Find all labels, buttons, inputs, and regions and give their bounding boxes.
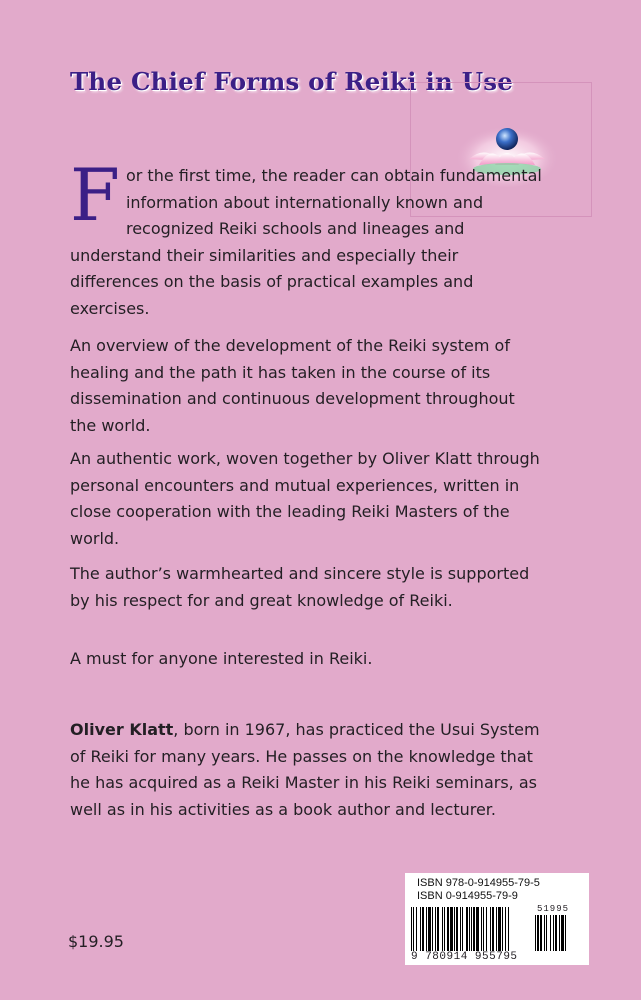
barcode-addon-number: 51995 <box>537 904 570 914</box>
barcode-bar <box>483 907 484 951</box>
barcode-bar <box>544 915 545 951</box>
isbn-13: ISBN 978-0-914955-79-5 <box>417 877 540 889</box>
barcode-bar <box>550 915 551 951</box>
barcode-bar <box>442 907 443 951</box>
barcode-bar <box>413 907 414 951</box>
intro-text: or the first time, the reader can obtain fundamental information about internationally known and recognized Reiki schools and lineages and understand their similarities and especially their differences on the basis of practical examples and exercises. <box>70 166 542 318</box>
barcode-bar <box>428 907 431 951</box>
barcode-bar <box>432 907 433 951</box>
barcode-bar <box>490 907 491 951</box>
barcode-bar <box>435 907 436 951</box>
barcode-bar <box>498 907 501 951</box>
barcode-bar <box>437 907 439 951</box>
barcode-bar <box>537 915 539 951</box>
barcode-bar <box>481 907 482 951</box>
barcode-bar <box>462 907 463 951</box>
barcode <box>405 873 589 965</box>
barcode-bar <box>476 907 479 951</box>
barcode-bar <box>447 907 449 951</box>
barcode-bar <box>546 915 547 951</box>
barcode-bar <box>426 907 427 951</box>
author-name: Oliver Klatt <box>70 720 174 739</box>
barcode-addon-bars <box>535 915 583 951</box>
barcode-bar <box>559 915 560 951</box>
barcode-bar <box>502 907 503 951</box>
barcode-bar <box>469 907 470 951</box>
barcode-bar <box>561 915 564 951</box>
barcode-bar <box>460 907 461 951</box>
barcode-bar <box>473 907 475 951</box>
barcode-bar <box>540 915 542 951</box>
barcode-bar <box>553 915 554 951</box>
author-bio-text: , born in 1967, has practiced the Usui System of Reiki for many years. He passes on the knowledge that he has acquired as a Reiki Master in his Reiki seminars, as well as in his activities as a book author and lecturer. <box>70 720 540 819</box>
barcode-bar <box>555 915 557 951</box>
paragraph-must-read: A must for anyone interested in Reiki. <box>70 649 373 668</box>
barcode-bar <box>471 907 472 951</box>
barcode-bar <box>486 907 487 951</box>
paragraph-overview: An overview of the development of the Reiki system of healing and the path it has taken in the course of its dissemination and continuous development throughout the world. <box>70 336 515 435</box>
drop-cap: F <box>70 153 120 237</box>
isbn-10: ISBN 0-914955-79-9 <box>417 890 518 902</box>
intro-paragraph <box>70 153 545 322</box>
book-title: The Chief Forms of Reiki in Use <box>70 67 514 96</box>
price: $19.95 <box>68 932 124 951</box>
barcode-bar <box>422 907 424 951</box>
barcode-number: 9 780914 955795 <box>411 951 518 963</box>
barcode-bar <box>535 915 536 951</box>
barcode-bar <box>466 907 468 951</box>
barcode-bar <box>411 907 412 951</box>
barcode-bar <box>496 907 497 951</box>
barcode-bar <box>456 907 458 951</box>
barcode-bar <box>444 907 445 951</box>
paragraph-author-style: The author’s warmhearted and sincere style is supported by his respect for and great knowledge of Reiki. <box>70 564 530 610</box>
barcode-bars <box>411 907 531 951</box>
barcode-bar <box>565 915 566 951</box>
paragraph-authentic-work: An authentic work, woven together by Oliver Klatt through personal encounters and mutual experiences, written in close cooperation with the leading Reiki Masters of the world. <box>70 449 540 548</box>
barcode-bar <box>492 907 494 951</box>
barcode-bar <box>450 907 453 951</box>
barcode-bar <box>454 907 455 951</box>
barcode-bar <box>420 907 421 951</box>
barcode-bar <box>508 907 509 951</box>
barcode-bar <box>505 907 506 951</box>
author-bio <box>70 717 545 823</box>
barcode-bar <box>416 907 417 951</box>
